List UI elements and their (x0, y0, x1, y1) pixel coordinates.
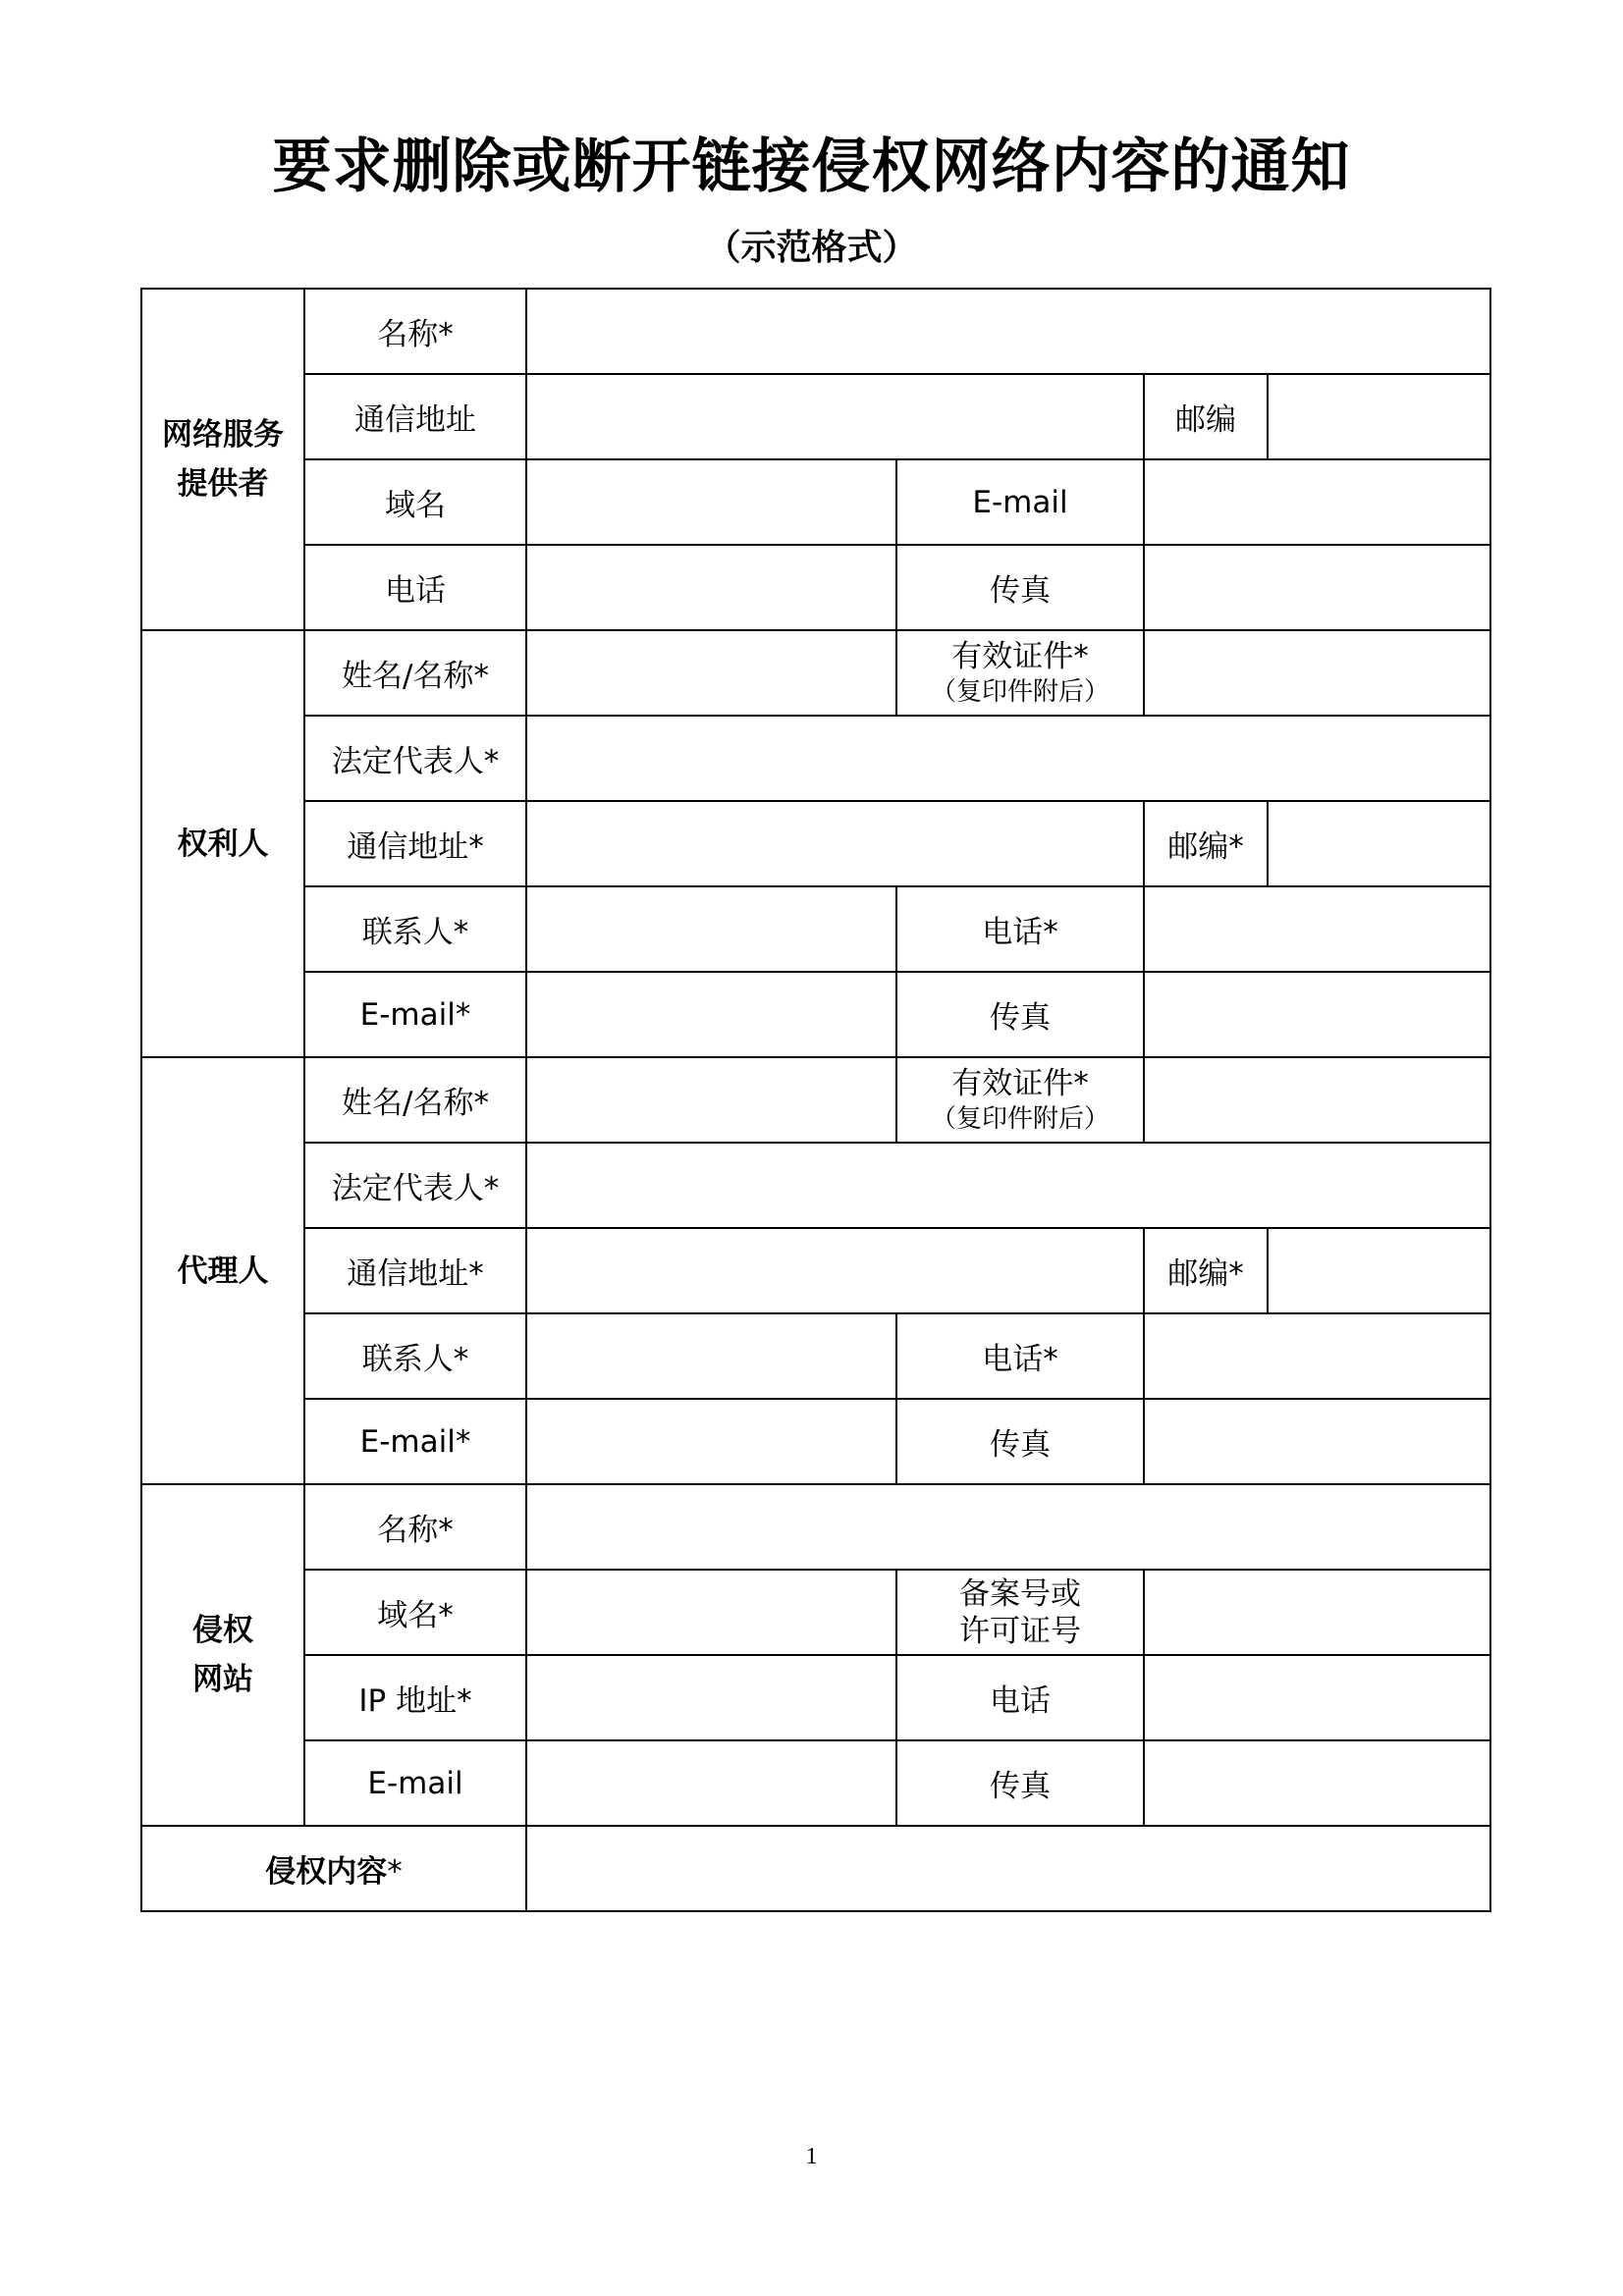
holder-row-legal-rep (141, 716, 1490, 801)
holder-fax-label: 传真 (896, 972, 1144, 1057)
agent-row-name (141, 1057, 1490, 1143)
site-name-label: 名称* (304, 1484, 526, 1570)
site-email-label: E-mail (304, 1740, 526, 1826)
site-group-label-line2: 网站 (192, 1662, 253, 1697)
provider-fax-field[interactable] (1144, 545, 1490, 630)
holder-contact-label: 联系人* (304, 886, 526, 972)
site-phone-field[interactable] (1144, 1655, 1490, 1740)
content-label (141, 1826, 526, 1911)
page-subtitle: （示范格式） (705, 228, 918, 268)
site-license-line2: 许可证号 (959, 1613, 1081, 1649)
page-number: 1 (805, 2144, 818, 2169)
agent-contact-label: 联系人* (304, 1313, 526, 1399)
site-domain-label: 域名* (304, 1570, 526, 1655)
provider-name-field[interactable] (526, 289, 1490, 374)
holder-fax-field[interactable] (1144, 972, 1490, 1057)
agent-fax-label: 传真 (896, 1399, 1144, 1484)
agent-id-field[interactable] (1144, 1057, 1490, 1143)
agent-name-label: 姓名/名称* (304, 1057, 526, 1143)
provider-email-label: E-mail (896, 459, 1144, 545)
agent-row-legal-rep (141, 1143, 1490, 1228)
holder-phone-field[interactable] (1144, 886, 1490, 972)
site-email-field[interactable] (526, 1740, 896, 1826)
provider-row-address (141, 374, 1490, 459)
holder-postcode-field[interactable] (1268, 801, 1490, 886)
site-group-label-line1: 侵权 (192, 1613, 253, 1648)
holder-id-doc-note: （复印件附后） (930, 676, 1109, 707)
provider-phone-label: 电话 (304, 545, 526, 630)
site-row-name (141, 1484, 1490, 1570)
site-ip-label: IP 地址* (304, 1655, 526, 1740)
agent-row-address (141, 1228, 1490, 1313)
provider-email-field[interactable] (1144, 459, 1490, 545)
site-license-line1: 备案号或 (959, 1575, 1081, 1612)
holder-id-doc-text: 有效证件* (951, 638, 1089, 674)
holder-name-field[interactable] (526, 630, 896, 716)
holder-email-field[interactable] (526, 972, 896, 1057)
agent-email-label: E-mail* (304, 1399, 526, 1484)
site-name-field[interactable] (526, 1484, 1490, 1570)
holder-postcode-label: 邮编* (1144, 801, 1268, 886)
holder-address-field[interactable] (526, 801, 1144, 886)
agent-email-field[interactable] (526, 1399, 896, 1484)
agent-legal-rep-field[interactable] (526, 1143, 1490, 1228)
holder-id-label (896, 630, 1144, 716)
content-label-asterisk: * (387, 1854, 403, 1890)
site-row-email (141, 1740, 1490, 1826)
site-row-domain (141, 1570, 1490, 1655)
holder-row-contact (141, 886, 1490, 972)
agent-address-label: 通信地址* (304, 1228, 526, 1313)
provider-name-label: 名称* (304, 289, 526, 374)
agent-fax-field[interactable] (1144, 1399, 1490, 1484)
content-label-text: 侵权内容 (265, 1854, 388, 1890)
provider-domain-field[interactable] (526, 459, 896, 545)
agent-id-doc-note: （复印件附后） (930, 1103, 1109, 1134)
site-license-label (896, 1570, 1144, 1655)
provider-postcode-label: 邮编 (1144, 374, 1268, 459)
agent-legal-rep-label: 法定代表人* (304, 1143, 526, 1228)
holder-row-email (141, 972, 1490, 1057)
content-row (141, 1826, 1490, 1911)
provider-fax-label: 传真 (896, 545, 1144, 630)
site-fax-field[interactable] (1144, 1740, 1490, 1826)
agent-group-label: 代理人 (141, 1057, 304, 1484)
holder-row-address (141, 801, 1490, 886)
site-ip-field[interactable] (526, 1655, 896, 1740)
holder-name-label: 姓名/名称* (304, 630, 526, 716)
provider-group-label: 网络服务提供者 (141, 289, 304, 630)
provider-domain-label: 域名 (304, 459, 526, 545)
holder-phone-label: 电话* (896, 886, 1144, 972)
holder-email-label: E-mail* (304, 972, 526, 1057)
agent-postcode-field[interactable] (1268, 1228, 1490, 1313)
holder-row-name (141, 630, 1490, 716)
site-group-label (141, 1484, 304, 1826)
agent-phone-field[interactable] (1144, 1313, 1490, 1399)
agent-name-field[interactable] (526, 1057, 896, 1143)
provider-phone-field[interactable] (526, 545, 896, 630)
holder-address-label: 通信地址* (304, 801, 526, 886)
site-phone-label: 电话 (896, 1655, 1144, 1740)
site-fax-label: 传真 (896, 1740, 1144, 1826)
agent-address-field[interactable] (526, 1228, 1144, 1313)
agent-phone-label: 电话* (896, 1313, 1144, 1399)
provider-postcode-field[interactable] (1268, 374, 1490, 459)
agent-contact-field[interactable] (526, 1313, 896, 1399)
provider-address-field[interactable] (526, 374, 1144, 459)
provider-row-name (141, 289, 1490, 374)
holder-legal-rep-field[interactable] (526, 716, 1490, 801)
agent-id-label (896, 1057, 1144, 1143)
provider-row-domain (141, 459, 1490, 545)
site-row-ip (141, 1655, 1490, 1740)
site-license-field[interactable] (1144, 1570, 1490, 1655)
provider-row-phone (141, 545, 1490, 630)
holder-legal-rep-label: 法定代表人* (304, 716, 526, 801)
holder-id-field[interactable] (1144, 630, 1490, 716)
holder-group-label: 权利人 (141, 630, 304, 1057)
site-domain-field[interactable] (526, 1570, 896, 1655)
agent-id-doc-text: 有效证件* (951, 1065, 1089, 1101)
notice-form-table (140, 288, 1491, 1912)
agent-row-email (141, 1399, 1490, 1484)
content-field[interactable] (526, 1826, 1490, 1911)
provider-address-label: 通信地址 (304, 374, 526, 459)
holder-contact-field[interactable] (526, 886, 896, 972)
agent-row-contact (141, 1313, 1490, 1399)
agent-postcode-label: 邮编* (1144, 1228, 1268, 1313)
page-title: 要求删除或断开链接侵权网络内容的通知 (272, 133, 1351, 201)
